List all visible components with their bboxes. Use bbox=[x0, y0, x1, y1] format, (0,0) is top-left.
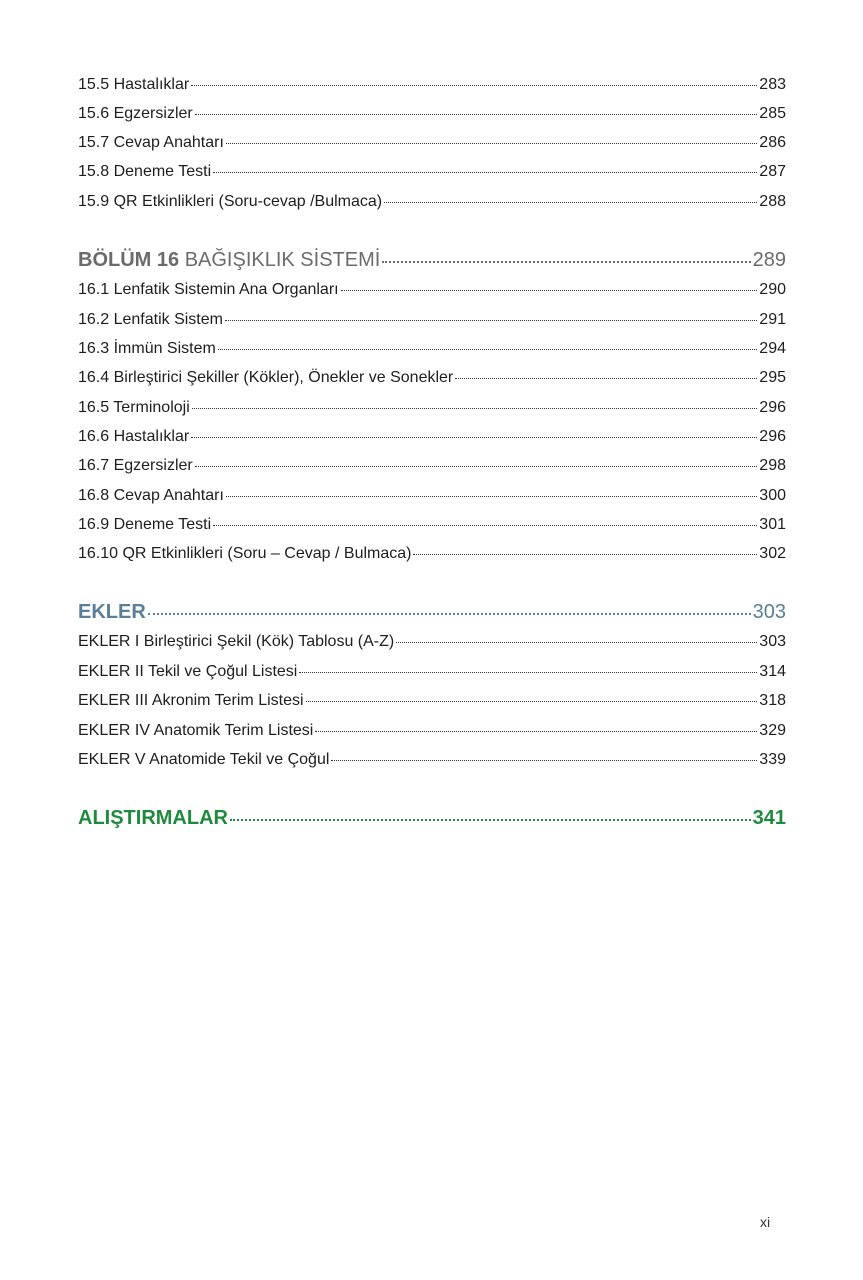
toc-entry[interactable] bbox=[78, 162, 786, 182]
toc-entry[interactable] bbox=[78, 691, 786, 711]
toc-entry-page: 288 bbox=[759, 193, 786, 210]
toc-entry-label: 16.2 Lenfatik Sistem bbox=[78, 311, 223, 328]
toc-entry-label: EKLER V Anatomide Tekil ve Çoğul bbox=[78, 751, 330, 768]
toc-entry[interactable] bbox=[78, 104, 786, 124]
toc-entry-page: 285 bbox=[759, 105, 786, 122]
chapter-page: 289 bbox=[752, 249, 786, 271]
toc-entry-page: 283 bbox=[759, 76, 786, 93]
dot-leader bbox=[226, 143, 757, 144]
toc-entry-page: 301 bbox=[759, 516, 786, 533]
toc-entry-label: 16.8 Cevap Anahtarı bbox=[78, 487, 224, 504]
dot-leader bbox=[306, 701, 758, 702]
toc-entry[interactable] bbox=[78, 515, 786, 535]
toc-entry-page: 287 bbox=[759, 163, 786, 180]
alistirmalar-heading[interactable] bbox=[78, 806, 786, 830]
toc-entry[interactable] bbox=[78, 280, 786, 300]
toc-entry[interactable] bbox=[78, 192, 786, 212]
toc-entry-page: 329 bbox=[759, 722, 786, 739]
toc-entry-page: 303 bbox=[759, 633, 786, 650]
ekler-heading[interactable] bbox=[78, 600, 786, 624]
page-number: xi bbox=[760, 1214, 771, 1230]
toc-entry-label: 15.5 Hastalıklar bbox=[78, 76, 190, 93]
chapter-prefix: BÖLÜM 16 bbox=[78, 249, 180, 271]
dot-leader bbox=[218, 349, 757, 350]
dot-leader bbox=[191, 437, 757, 438]
toc-entry[interactable] bbox=[78, 632, 786, 652]
toc-entry-label: 16.10 QR Etkinlikleri (Soru – Cevap / Bulmaca) bbox=[78, 545, 412, 562]
toc-entry-page: 302 bbox=[759, 545, 786, 562]
alistirmalar-page: 341 bbox=[752, 807, 786, 829]
toc-entry-label: 15.8 Deneme Testi bbox=[78, 163, 212, 180]
toc-entry[interactable] bbox=[78, 544, 786, 564]
toc-entry-label: 16.9 Deneme Testi bbox=[78, 516, 212, 533]
toc-entry-page: 296 bbox=[759, 428, 786, 445]
dot-leader bbox=[413, 554, 757, 555]
toc-entry-label: 16.3 İmmün Sistem bbox=[78, 340, 216, 357]
toc-entry[interactable] bbox=[78, 721, 786, 741]
alistirmalar-title: ALIŞTIRMALAR bbox=[78, 807, 228, 829]
toc-entry-label: EKLER IV Anatomik Terim Listesi bbox=[78, 722, 314, 739]
toc-entry-page: 318 bbox=[759, 692, 786, 709]
chapter-heading[interactable] bbox=[78, 248, 786, 272]
dot-leader bbox=[315, 731, 757, 732]
dot-leader bbox=[396, 642, 757, 643]
dot-leader bbox=[382, 261, 750, 263]
dot-leader bbox=[213, 172, 757, 173]
toc-entry-label: EKLER I Birleştirici Şekil (Kök) Tablosu (A-Z) bbox=[78, 633, 395, 650]
ekler-page: 303 bbox=[752, 601, 786, 623]
toc-entry-label: 15.7 Cevap Anahtarı bbox=[78, 134, 224, 151]
toc-entry-page: 291 bbox=[759, 311, 786, 328]
toc-entry-label: 16.5 Terminoloji bbox=[78, 399, 190, 416]
toc-entry-label: 16.1 Lenfatik Sistemin Ana Organları bbox=[78, 281, 339, 298]
toc-entry-label: 16.6 Hastalıklar bbox=[78, 428, 190, 445]
dot-leader bbox=[341, 290, 758, 291]
dot-leader bbox=[331, 760, 757, 761]
toc-entry-page: 295 bbox=[759, 369, 786, 386]
toc-entry-page: 314 bbox=[759, 663, 786, 680]
toc-entry-page: 298 bbox=[759, 457, 786, 474]
toc-entry[interactable] bbox=[78, 133, 786, 153]
toc-entry-page: 286 bbox=[759, 134, 786, 151]
dot-leader bbox=[384, 202, 757, 203]
toc-entry[interactable] bbox=[78, 456, 786, 476]
dot-leader bbox=[195, 466, 758, 467]
toc-entry-page: 290 bbox=[759, 281, 786, 298]
ekler-title: EKLER bbox=[78, 601, 146, 623]
dot-leader bbox=[192, 408, 758, 409]
chapter-title bbox=[78, 248, 380, 272]
dot-leader bbox=[213, 525, 757, 526]
toc-entry-label: 15.6 Egzersizler bbox=[78, 105, 193, 122]
toc-entry-page: 339 bbox=[759, 751, 786, 768]
dot-leader bbox=[455, 378, 757, 379]
toc-entry[interactable] bbox=[78, 75, 786, 95]
toc-entry[interactable] bbox=[78, 339, 786, 359]
dot-leader bbox=[226, 496, 757, 497]
dot-leader bbox=[195, 114, 758, 115]
toc-entry-page: 300 bbox=[759, 487, 786, 504]
toc-entry-label: 15.9 QR Etkinlikleri (Soru-cevap /Bulmaca) bbox=[78, 193, 383, 210]
toc-entry[interactable] bbox=[78, 310, 786, 330]
toc-entry-page: 294 bbox=[759, 340, 786, 357]
dot-leader bbox=[191, 85, 757, 86]
toc-entry[interactable] bbox=[78, 427, 786, 447]
toc-entry[interactable] bbox=[78, 662, 786, 682]
toc-entry[interactable] bbox=[78, 486, 786, 506]
toc-entry-label: 16.4 Birleştirici Şekiller (Kökler), Önekler ve Sonekler bbox=[78, 369, 454, 386]
toc-entry-page: 296 bbox=[759, 399, 786, 416]
dot-leader bbox=[225, 320, 757, 321]
toc-entry[interactable] bbox=[78, 368, 786, 388]
toc-entry-label: 16.7 Egzersizler bbox=[78, 457, 193, 474]
toc-entry[interactable] bbox=[78, 398, 786, 418]
chapter-name: BAĞIŞIKLIK SİSTEMİ bbox=[184, 249, 381, 271]
dot-leader bbox=[299, 672, 757, 673]
toc-entry[interactable] bbox=[78, 750, 786, 770]
toc-entry-label: EKLER II Tekil ve Çoğul Listesi bbox=[78, 663, 298, 680]
dot-leader bbox=[148, 613, 751, 615]
toc-entry-label: EKLER III Akronim Terim Listesi bbox=[78, 692, 304, 709]
dot-leader bbox=[230, 819, 751, 821]
